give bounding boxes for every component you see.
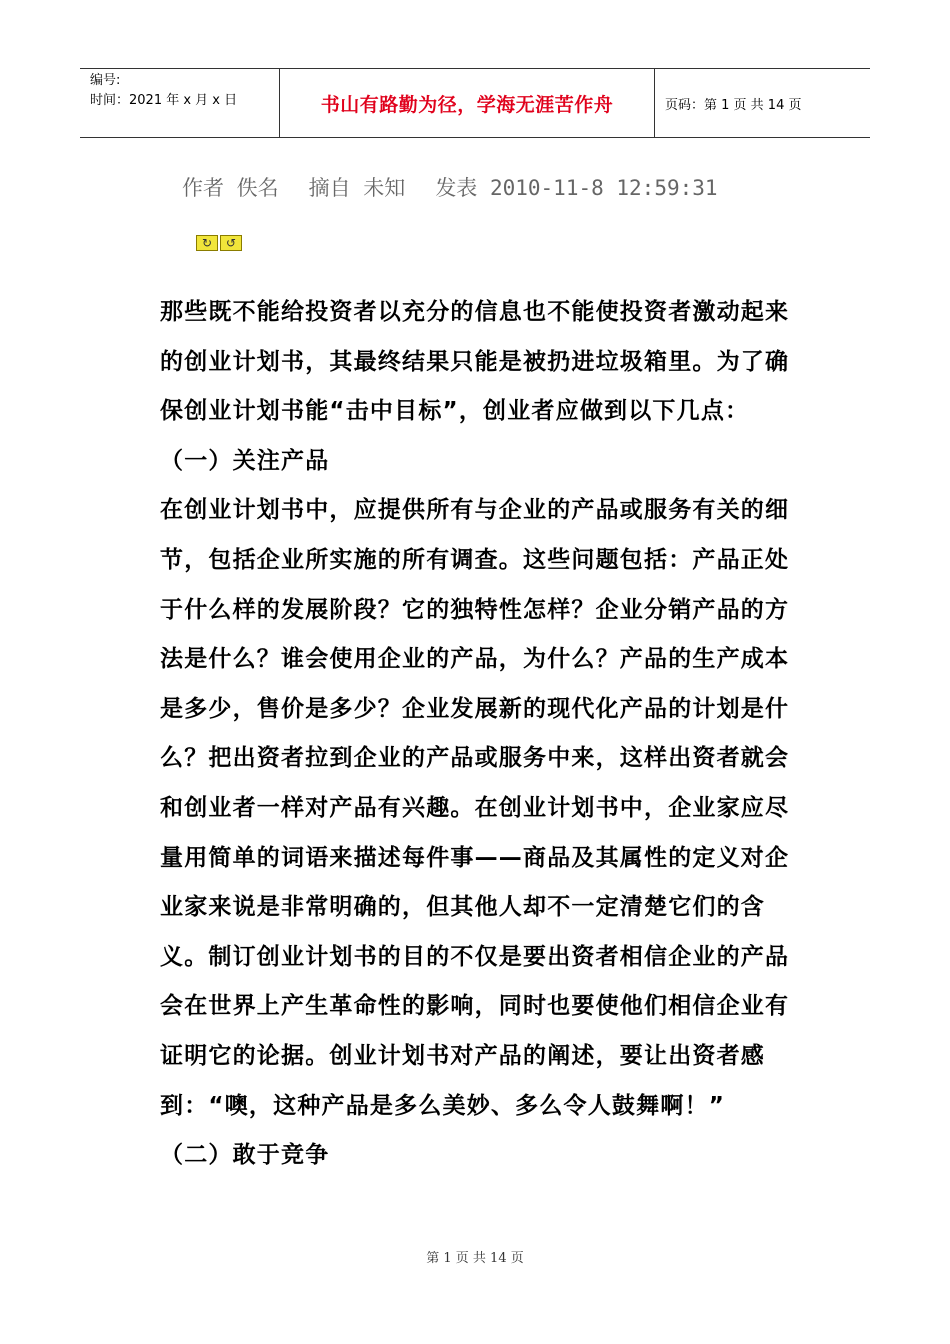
body-line: 业家来说是非常明确的，但其他人却不一定清楚它们的含 (160, 894, 765, 921)
body-line: 会在世界上产生革命性的影响，同时也要使他们相信企业有 (160, 993, 790, 1020)
nav-icons (196, 235, 242, 251)
article-body (160, 288, 790, 1181)
body-line: 的创业计划书，其最终结果只能是被扔进垃圾箱里。为了确 (160, 348, 790, 375)
body-line: 义。制订创业计划书的目的不仅是要出资者相信企业的产品 (160, 943, 790, 970)
body-line: 法是什么？谁会使用企业的产品，为什么？产品的生产成本 (160, 646, 790, 673)
header-page-info: 页码：第 1 页 共 14 页 (665, 97, 802, 113)
header-left-cell (80, 69, 280, 137)
body-line: 到：“噢，这种产品是多么美妙、多么令人鼓舞啊！” (160, 1092, 726, 1119)
number-label: 编号: (90, 73, 121, 88)
section-heading: （一）关注产品 (160, 447, 330, 474)
body-line: 证明它的论据。创业计划书对产品的阐述，要让出资者感 (160, 1042, 765, 1069)
article-meta (182, 172, 748, 202)
source: 摘自 未知 (308, 176, 406, 200)
time-label: 时间：2021 年 x 月 x 日 (90, 93, 238, 108)
body-line: 么？把出资者拉到企业的产品或服务中来，这样出资者就会 (160, 745, 790, 772)
next-icon[interactable]: ↺ (220, 235, 242, 251)
body-line: 节，包括企业所实施的所有调查。这些问题包括：产品正处 (160, 546, 790, 573)
document-header (80, 68, 870, 138)
published-date: 发表 2010-11-8 12:59:31 (435, 176, 718, 200)
body-line: 量用简单的词语来描述每件事——商品及其属性的定义对企 (160, 844, 790, 871)
body-line: 在创业计划书中，应提供所有与企业的产品或服务有关的细 (160, 497, 790, 524)
body-line: 于什么样的发展阶段？它的独特性怎样？企业分销产品的方 (160, 596, 790, 623)
motto: 书山有路勤为径，学海无涯苦作舟 (280, 69, 655, 137)
body-line: 那些既不能给投资者以充分的信息也不能使投资者激动起来 (160, 299, 790, 325)
section-heading: （二）敢于竞争 (160, 1142, 330, 1169)
prev-icon[interactable]: ↻ (196, 235, 218, 251)
body-line: 是多少，售价是多少？企业发展新的现代化产品的计划是什 (160, 695, 790, 722)
author: 作者 佚名 (182, 176, 279, 200)
page-footer: 第 1 页 共 14 页 (426, 1251, 524, 1266)
body-line: 和创业者一样对产品有兴趣。在创业计划书中，企业家应尽 (160, 794, 790, 821)
body-line: 保创业计划书能“击中目标”，创业者应做到以下几点： (160, 398, 750, 425)
